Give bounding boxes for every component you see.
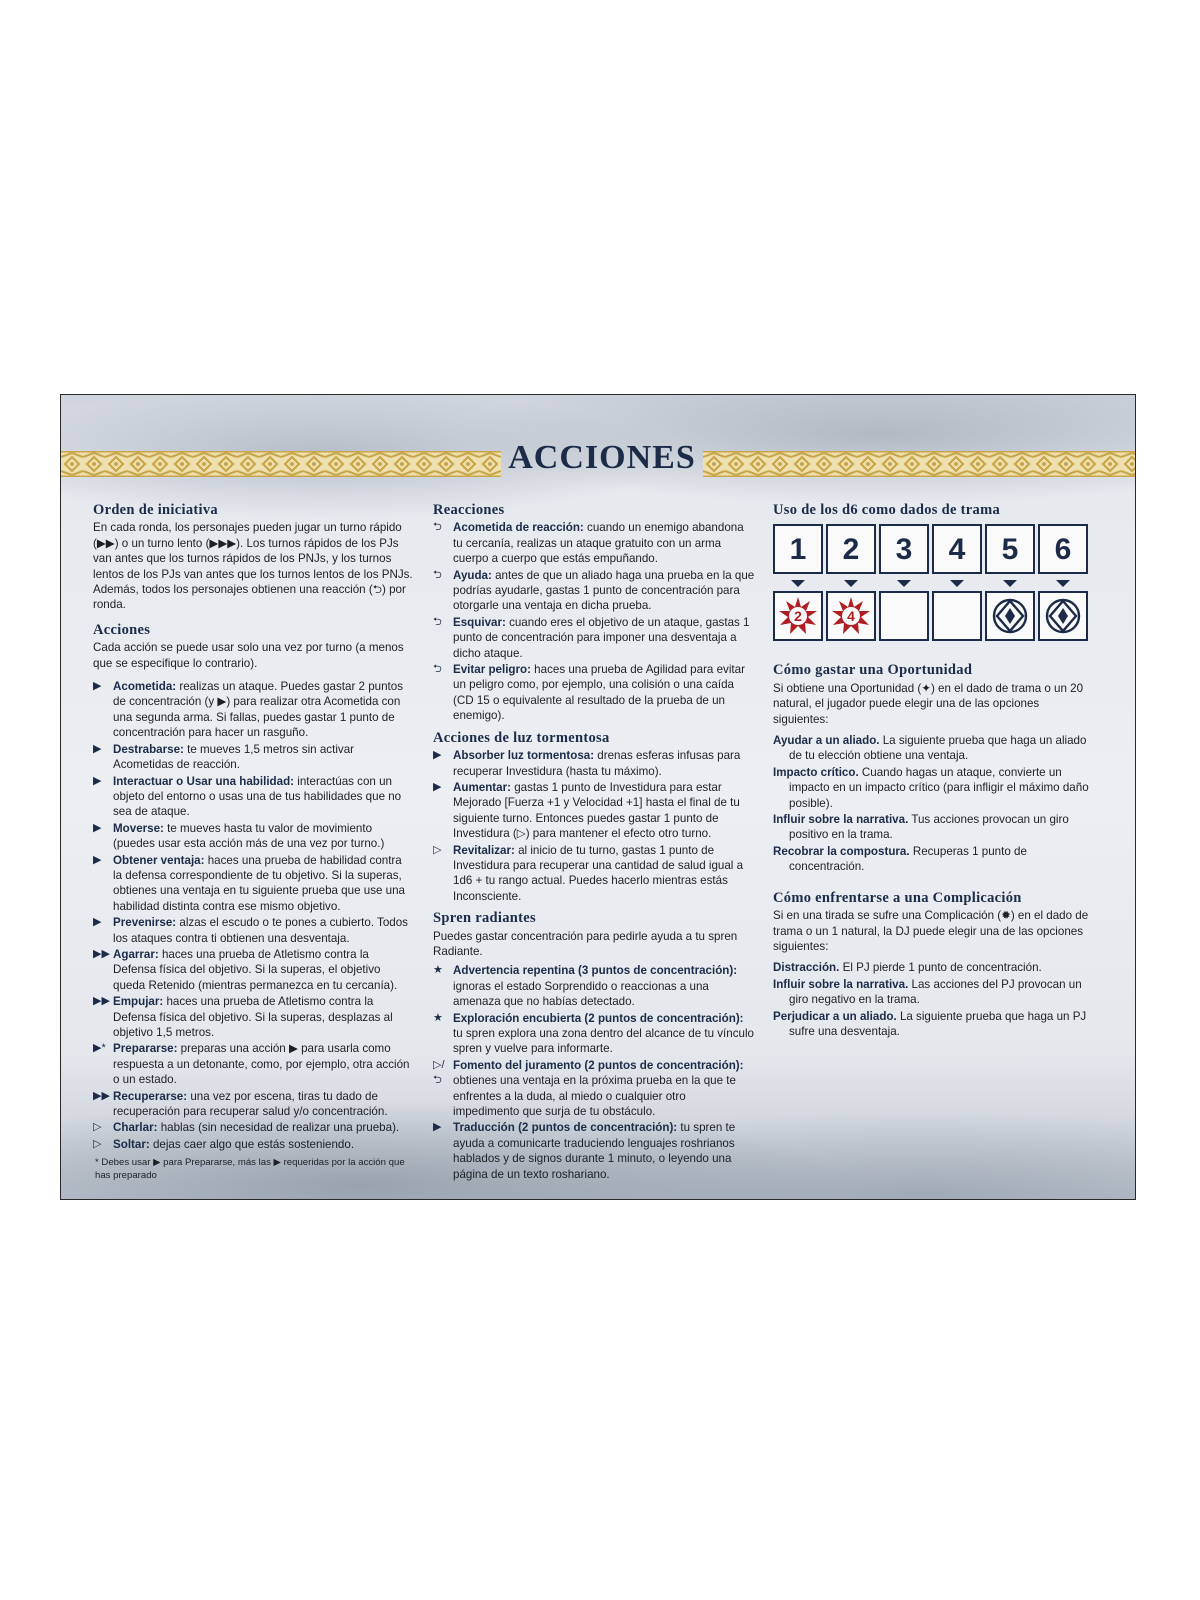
list-item: ▶ Acometida: realizas un ataque. Puedes gastar 2 puntos de concentración (y ▶) para realizar otra Acometida con una segunda arma. Si fallas, puedes gastar 1 punto de concentración para hacer un rasguño. — [93, 680, 404, 740]
list-item: Influir sobre la narrativa. Tus acciones provocan un giro positivo en la trama. — [773, 813, 1069, 842]
complication-2-icon — [773, 591, 823, 641]
reaction-icon: ⮌ — [433, 568, 442, 581]
double-action-icon: ▶▶ — [93, 995, 110, 1008]
list-item: ▶ Moverse: te mueves hasta tu valor de movimiento (puedes usar esta acción más de una vez por turno.) — [93, 821, 385, 851]
list-item: ▶ Interactuar o Usar una habilidad: interactúas con un objeto del entorno o usas una de tus habilidades que no sea de ataque. — [93, 774, 402, 819]
list-item: ⮌ Ayuda: antes de que un aliado haga una prueba en la que podrías ayudarle, gastas 1 punto de concentración para otorgarle una ventaja en dicha prueba. — [433, 568, 755, 613]
ornamental-band-right — [703, 451, 1136, 477]
free-action-icon: ▷ — [93, 1137, 102, 1150]
complication-intro: Si en una tirada se sufre una Complicación (✹) en el dado de trama o un 1 natural, la DJ puede elegir una de las opciones siguientes: — [773, 909, 1089, 953]
list-item: ▶▶ Empujar: haces una prueba de Atletismo contra la Defensa física del objetivo. Si la superas, desplazas al objetivo 1,5 metros. — [93, 995, 393, 1039]
list-item: ▷ Revitalizar: al inicio de tu turno, gastas 1 punto de Investidura para recuperar una cantidad de salud igual a 1d6 + tu rango actual. Puedes hacerlo mientras estás Inconsciente. — [433, 843, 744, 903]
list-item: ⮌ Esquivar: cuando eres el objetivo de un ataque, gastas 1 punto de concentración para imponer una desventaja a dicho ataque. — [433, 615, 750, 660]
blank-face — [879, 591, 929, 641]
reactions-heading: Reacciones — [433, 502, 505, 518]
spren-intro: Puedes gastar concentración para pedirle ayuda a tu spren Radiante. — [433, 929, 738, 958]
action-icon: ▶ — [433, 780, 442, 793]
action-icon: ▶ — [93, 916, 102, 929]
opportunity-icon — [1038, 591, 1088, 641]
list-item: Impacto crítico. Cuando hagas un ataque, convierte un impacto en un impacto crítico (para infligir el máximo daño posible). — [773, 765, 1089, 810]
complication-4-icon — [826, 591, 876, 641]
down-arrow-icon — [932, 580, 982, 588]
action-icon: ▶ — [93, 742, 102, 755]
complication-options — [773, 960, 1095, 1039]
initiative-heading: Orden de iniciativa — [93, 502, 218, 518]
die-arrows — [773, 580, 1095, 588]
action-icon: ▶ — [93, 821, 102, 834]
die-faces — [773, 524, 1095, 574]
die-results — [773, 591, 1095, 641]
column-right — [773, 503, 1095, 1040]
reaction-icon: ⮌ — [433, 521, 442, 534]
list-item: ▶ Traducción (2 puntos de concentración): tu spren te ayuda a comunicarte traduciendo lenguajes roshrianos hablados y de signos durante 1 minuto, o leyendo una página de un texto roshariano. — [433, 1121, 736, 1181]
actions-heading: Acciones — [93, 621, 151, 638]
spren-heading: Spren radiantes — [433, 910, 536, 927]
die-face: 5 — [985, 524, 1035, 574]
dice-heading: Uso de los d6 como dados de trama — [773, 502, 1001, 518]
list-item: ▷ Charlar: hablas (sin necesidad de realizar una prueba). — [93, 1121, 400, 1135]
stormlight-list — [433, 748, 755, 904]
blank-face — [932, 591, 982, 641]
action-icon: ▶ — [93, 774, 102, 787]
down-arrow-icon — [773, 580, 823, 588]
list-item: ▶ Obtener ventaja: haces una prueba de habilidad contra la defensa correspondiente de tu objetivo. Si la superas, obtienes una ventaja en tu siguiente prueba que use una habilidad distinta contra ese mismo objetivo. — [93, 853, 406, 913]
list-item: ▶ Prevenirse: alzas el escudo o te pones a cubierto. Todos los ataques contra ti obtienen una desventaja. — [93, 916, 408, 945]
free-or-reaction-icon: ▷/⮌ — [433, 1058, 445, 1087]
actions-intro: Cada acción se puede usar solo una vez por turno (a menos que se especifique lo contrario). — [93, 641, 404, 670]
page-title: ACCIONES — [508, 439, 696, 476]
footnote: * Debes usar ▶ para Prepararse, más las ▶ requeridas por la acción que has preparado — [95, 1157, 405, 1182]
list-item: ▶▶ Recuperarse: una vez por escena, tiras tu dado de recuperación para recuperar salud y/o concentración. — [93, 1089, 388, 1119]
double-action-icon: ▶▶ — [93, 1089, 110, 1102]
die-face: 3 — [879, 524, 929, 574]
opportunity-heading: Cómo gastar una Oportunidad — [773, 662, 973, 679]
initiative-text: En cada ronda, los personajes pueden jugar un turno rápido (▶▶) o un turno lento (▶▶▶). Los turnos rápidos de los PJs van antes que los turnos rápidos de los PNJs, y los turnos lentos de los PJs van antes que los turnos lentos de los PNJs. Además, todos los personajes obtienen una reacción (⮌) por ronda. — [93, 521, 413, 612]
action-icon: ▶ — [93, 853, 102, 866]
svg-text:2: 2 — [794, 608, 802, 625]
star-icon: ★ — [433, 1011, 443, 1024]
down-arrow-icon — [826, 580, 876, 588]
actions-reference-card — [60, 394, 1136, 1200]
actions-list — [93, 679, 413, 1152]
list-item: ▶ Destrabarse: te mueves 1,5 metros sin activar Acometidas de reacción. — [93, 742, 354, 772]
reaction-icon: ⮌ — [433, 663, 442, 676]
opportunity-icon — [985, 591, 1035, 641]
down-arrow-icon — [1038, 580, 1088, 588]
list-item: Influir sobre la narrativa. Las acciones del PJ provocan un giro negativo en la trama. — [773, 977, 1082, 1007]
free-action-icon: ▷ — [433, 843, 442, 856]
spren-list — [433, 963, 755, 1182]
double-action-icon: ▶▶ — [93, 947, 110, 960]
opportunity-options — [773, 733, 1095, 875]
list-item: ⮌ Acometida de reacción: cuando un enemigo abandona tu cercanía, realizas un ataque gratuito con un arma cuerpo a cuerpo que estás empuñando. — [433, 521, 744, 566]
list-item: Perjudicar a un aliado. La siguiente prueba que haga un PJ sufre una desventaja. — [773, 1009, 1087, 1038]
list-item: Distracción. El PJ pierde 1 punto de concentración. — [773, 961, 1042, 975]
opportunity-intro: Si obtiene una Oportunidad (✦) en el dado de trama o un 20 natural, el jugador puede elegir una de las opciones siguientes: — [773, 681, 1084, 726]
action-icon: ▶ — [433, 749, 442, 762]
ornamental-band-left — [61, 451, 501, 477]
list-item: ▷ Soltar: dejas caer algo que estás sosteniendo. — [93, 1137, 355, 1151]
die-face: 4 — [932, 524, 982, 574]
list-item: ▶* Prepararse: preparas una acción ▶ para usarla como respuesta a un detonante, como, por ejemplo, otra acción o un estado. — [93, 1042, 410, 1087]
complication-heading: Cómo enfrentarse a una Complicación — [773, 889, 1022, 906]
list-item: ★ Advertencia repentina (3 puntos de concentración): ignoras el estado Sorprendido o reaccionas a una amenaza que no habías detectado. — [433, 964, 738, 1009]
list-item: ▷/⮌ Fomento del juramento (2 puntos de concentración): obtienes una ventaja en la próxima prueba en la que te enfrentes a la duda, al miedo o cualquier otro impedimento que surja de tu obstáculo. — [433, 1058, 744, 1119]
list-item: ▶ Aumentar: gastas 1 punto de Investidura para estar Mejorado [Fuerza +1 y Velocidad +1] hasta el final de tu siguiente turno. Entonces puedes gastar 1 punto de Investidura (▷) para mantener el efecto otro turno. — [433, 780, 740, 841]
list-item: ▶▶ Agarrar: haces una prueba de Atletismo contra la Defensa física del objetivo. Si la superas, el objetivo queda Retenido (mientras permanezca en tu cercanía). — [93, 947, 398, 992]
down-arrow-icon — [985, 580, 1035, 588]
action-icon: ▶* — [93, 1042, 106, 1055]
list-item: ⮌ Evitar peligro: haces una prueba de Agilidad para evitar un peligro como, por ejemplo, una colisión o una caída (CD 15 o equivalente al resultado de la prueba de un enemigo). — [433, 663, 745, 723]
action-icon: ▶ — [93, 680, 102, 693]
stormlight-heading: Acciones de luz tormentosa — [433, 729, 610, 746]
star-icon: ★ — [433, 964, 443, 977]
list-item: ★ Exploración encubierta (2 puntos de concentración): tu spren explora una zona dentro del alcance de tu vínculo spren y vuelve para informarte. — [433, 1011, 754, 1056]
svg-text:4: 4 — [847, 608, 855, 625]
action-icon: ▶ — [433, 1121, 442, 1134]
list-item: Recobrar la compostura. Recuperas 1 punto de concentración. — [773, 844, 1027, 874]
down-arrow-icon — [879, 580, 929, 588]
free-action-icon: ▷ — [93, 1121, 102, 1134]
list-item: Ayudar a un aliado. La siguiente prueba que haga un aliado de tu elección obtiene una ventaja. — [773, 734, 1087, 763]
die-face: 1 — [773, 524, 823, 574]
reaction-icon: ⮌ — [433, 615, 442, 628]
reactions-list — [433, 520, 755, 723]
column-left — [93, 503, 413, 1182]
column-middle — [433, 503, 755, 1183]
die-face: 6 — [1038, 524, 1088, 574]
list-item: ▶ Absorber luz tormentosa: drenas esferas infusas para recuperar Investidura (hasta tu máximo). — [433, 749, 741, 778]
die-face: 2 — [826, 524, 876, 574]
